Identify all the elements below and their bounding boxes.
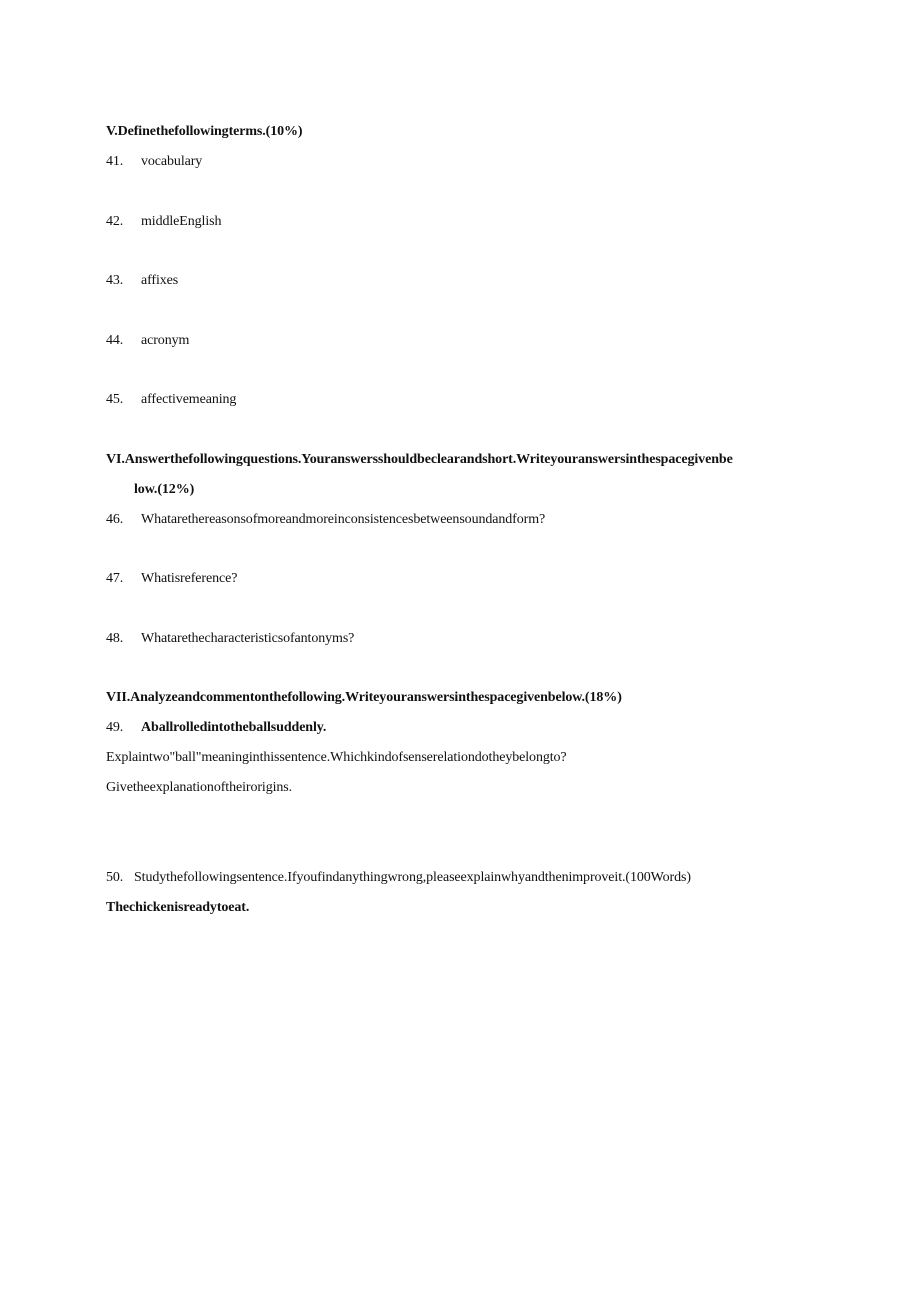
question-47 — [106, 570, 237, 588]
question-number: 45. — [106, 392, 124, 407]
question-text: affectivemeaning — [141, 392, 237, 407]
question-49-instruction-1: Explaintwo"ball"meaninginthissentence.Whichkindofsenserelationdotheybelongto? — [106, 750, 567, 765]
question-41 — [106, 153, 202, 171]
question-text: Whatisreference? — [141, 571, 238, 586]
question-text: acronym — [141, 333, 190, 348]
question-46 — [106, 511, 545, 529]
section-7-heading: VII.Analyzeandcommentonthefollowing.Writeyouranswersinthespacegivenbelow.(18%) — [106, 690, 622, 705]
question-number: 48. — [106, 631, 124, 646]
section-6-heading-continued: low.(12%) — [134, 482, 195, 497]
question-48 — [106, 630, 354, 648]
question-text: middleEnglish — [141, 214, 222, 229]
question-42 — [106, 213, 221, 231]
question-text: Whatarethecharacteristicsofantonyms? — [141, 631, 355, 646]
question-44 — [106, 332, 189, 350]
question-number: 50. — [106, 870, 124, 885]
question-50-sentence: Thechickenisreadytoeat. — [106, 900, 250, 915]
question-49 — [106, 719, 326, 737]
question-45 — [106, 391, 236, 409]
question-text: affixes — [141, 273, 179, 288]
section-6-heading: VI.Answerthefollowingquestions.Youranswersshouldbeclearandshort.Writeyouranswersinthespacegivenbe — [106, 452, 733, 467]
question-50 — [106, 869, 691, 887]
question-sentence: Aballrolledintotheballsuddenly. — [141, 720, 327, 735]
question-number: 43. — [106, 273, 124, 288]
question-number: 41. — [106, 154, 124, 169]
question-number: 47. — [106, 571, 124, 586]
question-number: 42. — [106, 214, 124, 229]
question-number: 46. — [106, 512, 124, 527]
question-text: Whatarethereasonsofmoreandmoreinconsistencesbetweensoundandform? — [141, 512, 546, 527]
question-number: 49. — [106, 720, 124, 735]
question-text: vocabulary — [141, 154, 203, 169]
question-43 — [106, 272, 178, 290]
section-5-heading: V.Definethefollowingterms.(10%) — [106, 124, 303, 139]
question-text: Studythefollowingsentence.Ifyoufindanythingwrong,pleaseexplainwhyandthenimproveit.(100Words) — [134, 870, 691, 885]
question-49-instruction-2: Givetheexplanationoftheirorigins. — [106, 780, 293, 795]
question-number: 44. — [106, 333, 124, 348]
